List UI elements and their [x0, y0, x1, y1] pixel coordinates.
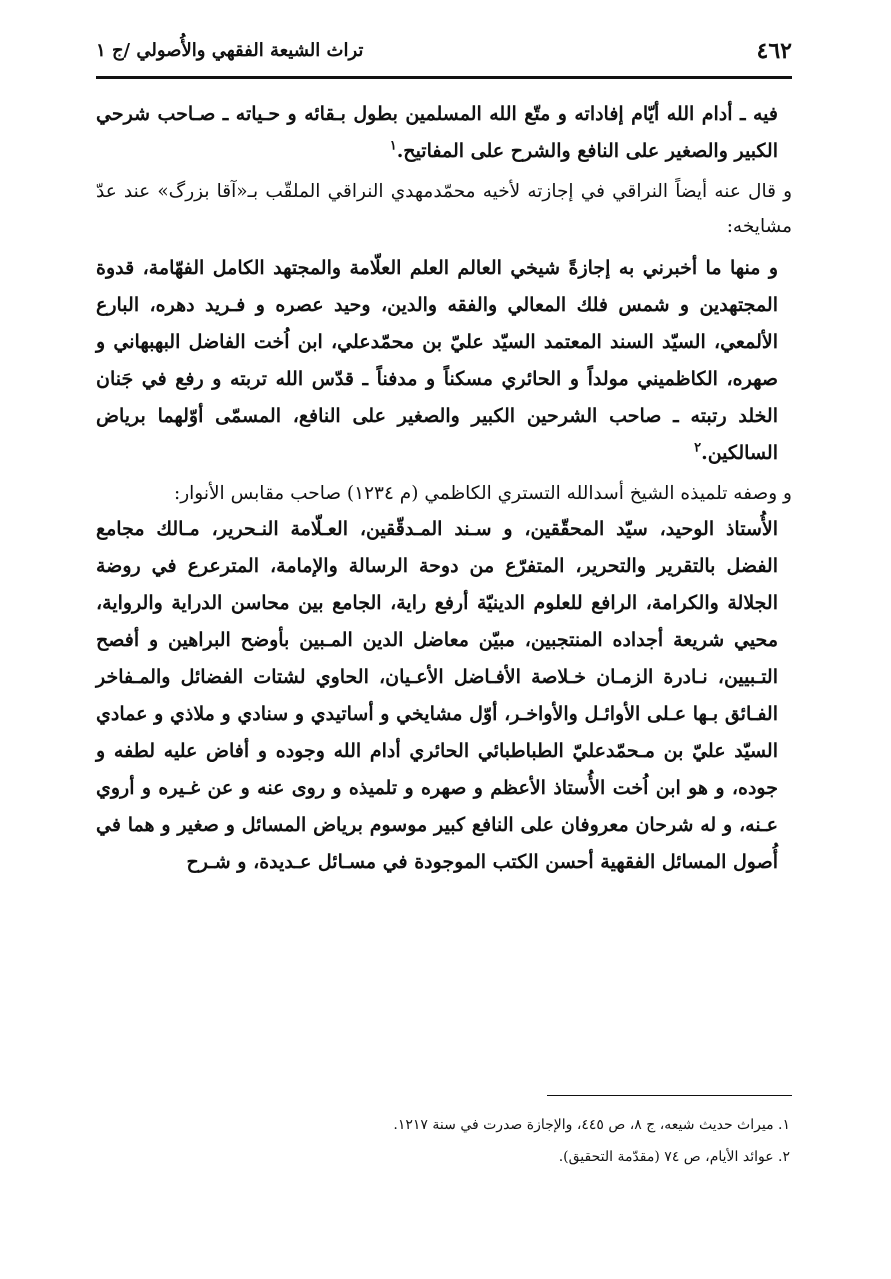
footnotes	[96, 1109, 792, 1173]
footnote-ref-2[interactable]: ٢	[694, 440, 702, 456]
main-text	[96, 96, 792, 881]
paragraph-1: و قال عنه أيضاً النراقي في إجازته لأخيه محمّدمهدي النراقي الملقّب بـ«آقا بزرگ» عند عدّ مشايخه:	[96, 181, 792, 237]
running-title: تراث الشيعة الفقهي والأُصولي /ج ١	[96, 40, 364, 61]
page-header	[96, 38, 792, 76]
quote-block-2	[96, 250, 778, 472]
footnote-divider	[547, 1095, 792, 1096]
quote-2-text: و منها ما أخبرني به إجازةً شيخي العالم العلم العلّامة والمجتهد الكامل الفهّامة، قدوة المجتهدين و شمس فلك المعالي والفقه والدين، وحيد عصره و فـريد دهره، البارع الألمعي، السيّد السند المعتمد السيّد عليّ بن محمّدعلي، ابن اُخت الفاضل البهبهاني و صهره، الكاظميني مولداً و الحائري مسكناً و مدفناً ـ قدّس الله تربته و رفع في جَنان الخلد رتبته ـ صاحب الشرحين الكبير والصغير على النافع، المسمّى أوّلهما برياض السالكين.	[96, 257, 778, 464]
footnote-2: ٢. عوائد الأيام، ص ٧٤ (مقدّمة التحقيق).	[558, 1149, 790, 1165]
quote-1-text: فيه ـ أدام الله أيّام إفاداته و متّع الله المسلمين بطول بـقائه و حـياته ـ صـاحب شرحي الكبير والصغير على النافع والشرح على المفاتيح.	[96, 103, 778, 162]
header-divider	[96, 76, 792, 79]
footnote-ref-1[interactable]: ١	[389, 138, 397, 154]
footnote-1: ١. ميراث حديث شيعه، ج ٨، ص ٤٤٥، والإجازة صدرت في سنة ١٢١٧.	[393, 1117, 790, 1133]
paragraph-2: و وصفه تلميذه الشيخ أسدالله التستري الكاظمي (م ١٢٣٤) صاحب مقابس الأنوار:	[173, 483, 792, 504]
page-number: ٤٦٢	[756, 38, 792, 64]
quote-block-3: الأُستاذ الوحيد، سيّد المحقّقين، و سـند المـدقّقين، العـلّامة النـحرير، مـالك مجامع الفضل بالتقرير والتحرير، المتفرّع من دوحة الرسالة والإمامة، المترعرع في روضة الجلالة والكرامة، الرافع للعلوم الدينيّة أرفع راية، الجامع بين محاسن الدراية والرواية، محيي شريعة أجداده المنتجبين، مبيّن معاضل الدين المـبين بأوضح البراهين و أفصح التـبيين، نـادرة الزمـان خـلاصة الأفـاضل الأعـيان، الحاوي لشتات الفضائل والمـفاخر الفـائق بـها عـلى الأوائـل والأواخـر، أوّل مشايخي و أساتيدي و سنادي و ملاذي و عمادي السيّد عليّ بن مـحمّدعليّ الطباطبائي الحائري أدام الله وجوده و أفاض عليه لطفه و جوده، و هو ابن اُخت الأُستاذ الأعظم و صهره و تلميذه و روى عنه و عن غـيره و أروي عـنه، و له شرحان معروفان على النافع كبير موسوم برياض المسائل و صغير و هما في أُصول المسائل الفقهية أحسن الكتب الموجودة في مسـائل عـديدة، و شـرح	[96, 518, 778, 873]
quote-block-1	[96, 96, 778, 170]
